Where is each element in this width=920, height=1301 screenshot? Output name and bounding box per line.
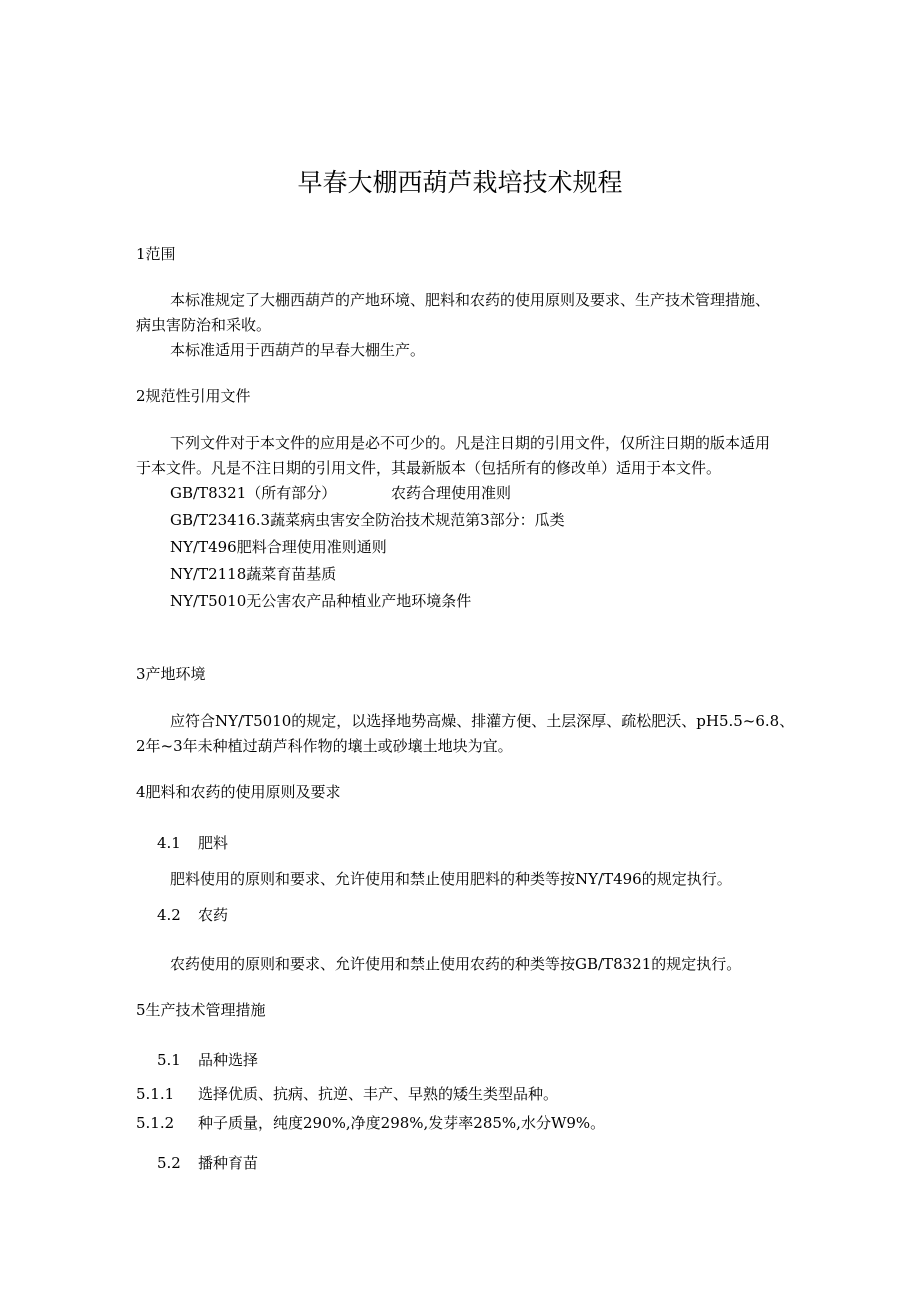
subsection-5-2-title: 播种育苗 bbox=[198, 1154, 259, 1172]
section-1-paragraph-1-line-2: 病虫害防治和采收。 bbox=[136, 316, 272, 334]
reference-item: NY/T5010无公害农产品种植业产地环境条件 bbox=[170, 592, 472, 610]
section-1-paragraph-1-line-1: 本标准规定了大棚西葫芦的产地环境、肥料和农药的使用原则及要求、生产技术管理措施、 bbox=[170, 291, 771, 309]
item-5-1-1-number: 5.1.1 bbox=[136, 1085, 175, 1103]
subsection-4-1-text: 肥料使用的原则和要求、允许使用和禁止使用肥料的种类等按NY/T496的规定执行。 bbox=[170, 870, 732, 888]
reference-item: NY/T496肥料合理使用准则通则 bbox=[170, 538, 387, 556]
section-2-paragraph-line-2: 于本文件。凡是不注日期的引用文件，其最新版本（包括所有的修改单）适用于本文件。 bbox=[136, 459, 722, 477]
subsection-5-1-title: 品种选择 bbox=[198, 1051, 259, 1069]
section-3-paragraph-line-2: 2年~3年未种植过葫芦科作物的壤土或砂壤土地块为宜。 bbox=[136, 737, 513, 755]
subsection-4-1-number: 4.1 bbox=[157, 834, 181, 852]
reference-item: GB/T23416.3蔬菜病虫害安全防治技术规范第3部分：瓜类 bbox=[170, 511, 565, 529]
subsection-4-2-title: 农药 bbox=[198, 906, 229, 924]
section-4-heading: 4肥料和农药的使用原则及要求 bbox=[136, 783, 341, 801]
subsection-5-1-number: 5.1 bbox=[157, 1051, 181, 1069]
reference-item: NY/T2118蔬菜育苗基质 bbox=[170, 565, 337, 583]
item-5-1-2-text: 种子质量，纯度290%,净度298%,发芽率285%,水分W9%。 bbox=[198, 1114, 606, 1132]
section-2-heading: 2规范性引用文件 bbox=[136, 387, 251, 405]
subsection-5-2-number: 5.2 bbox=[157, 1154, 181, 1172]
item-5-1-2-number: 5.1.2 bbox=[136, 1114, 175, 1132]
section-2-paragraph-line-1: 下列文件对于本文件的应用是必不可少的。凡是注日期的引用文件，仅所注日期的版本适用 bbox=[170, 434, 771, 452]
reference-title-gb-t8321: 农药合理使用准则 bbox=[391, 484, 512, 502]
item-5-1-1-text: 选择优质、抗病、抗逆、丰产、早熟的矮生类型品种。 bbox=[198, 1085, 559, 1103]
section-3-heading: 3产地环境 bbox=[136, 665, 206, 683]
section-1-heading: 1范围 bbox=[136, 245, 176, 263]
section-3-paragraph-line-1: 应符合NY/T5010的规定，以选择地势高燥、排灌方便、土层深厚、疏松肥沃、pH5.5~6.8、 bbox=[170, 712, 795, 730]
subsection-4-2-text: 农药使用的原则和要求、允许使用和禁止使用农药的种类等按GB/T8321的规定执行。 bbox=[170, 955, 742, 973]
document-title: 早春大棚西葫芦栽培技术规程 bbox=[297, 168, 623, 197]
subsection-4-2-number: 4.2 bbox=[157, 906, 181, 924]
section-1-paragraph-2: 本标准适用于西葫芦的早春大棚生产。 bbox=[170, 341, 426, 359]
reference-code-gb-t8321: GB/T8321（所有部分） bbox=[170, 484, 337, 502]
section-5-heading: 5生产技术管理措施 bbox=[136, 1001, 266, 1019]
subsection-4-1-title: 肥料 bbox=[198, 834, 229, 852]
